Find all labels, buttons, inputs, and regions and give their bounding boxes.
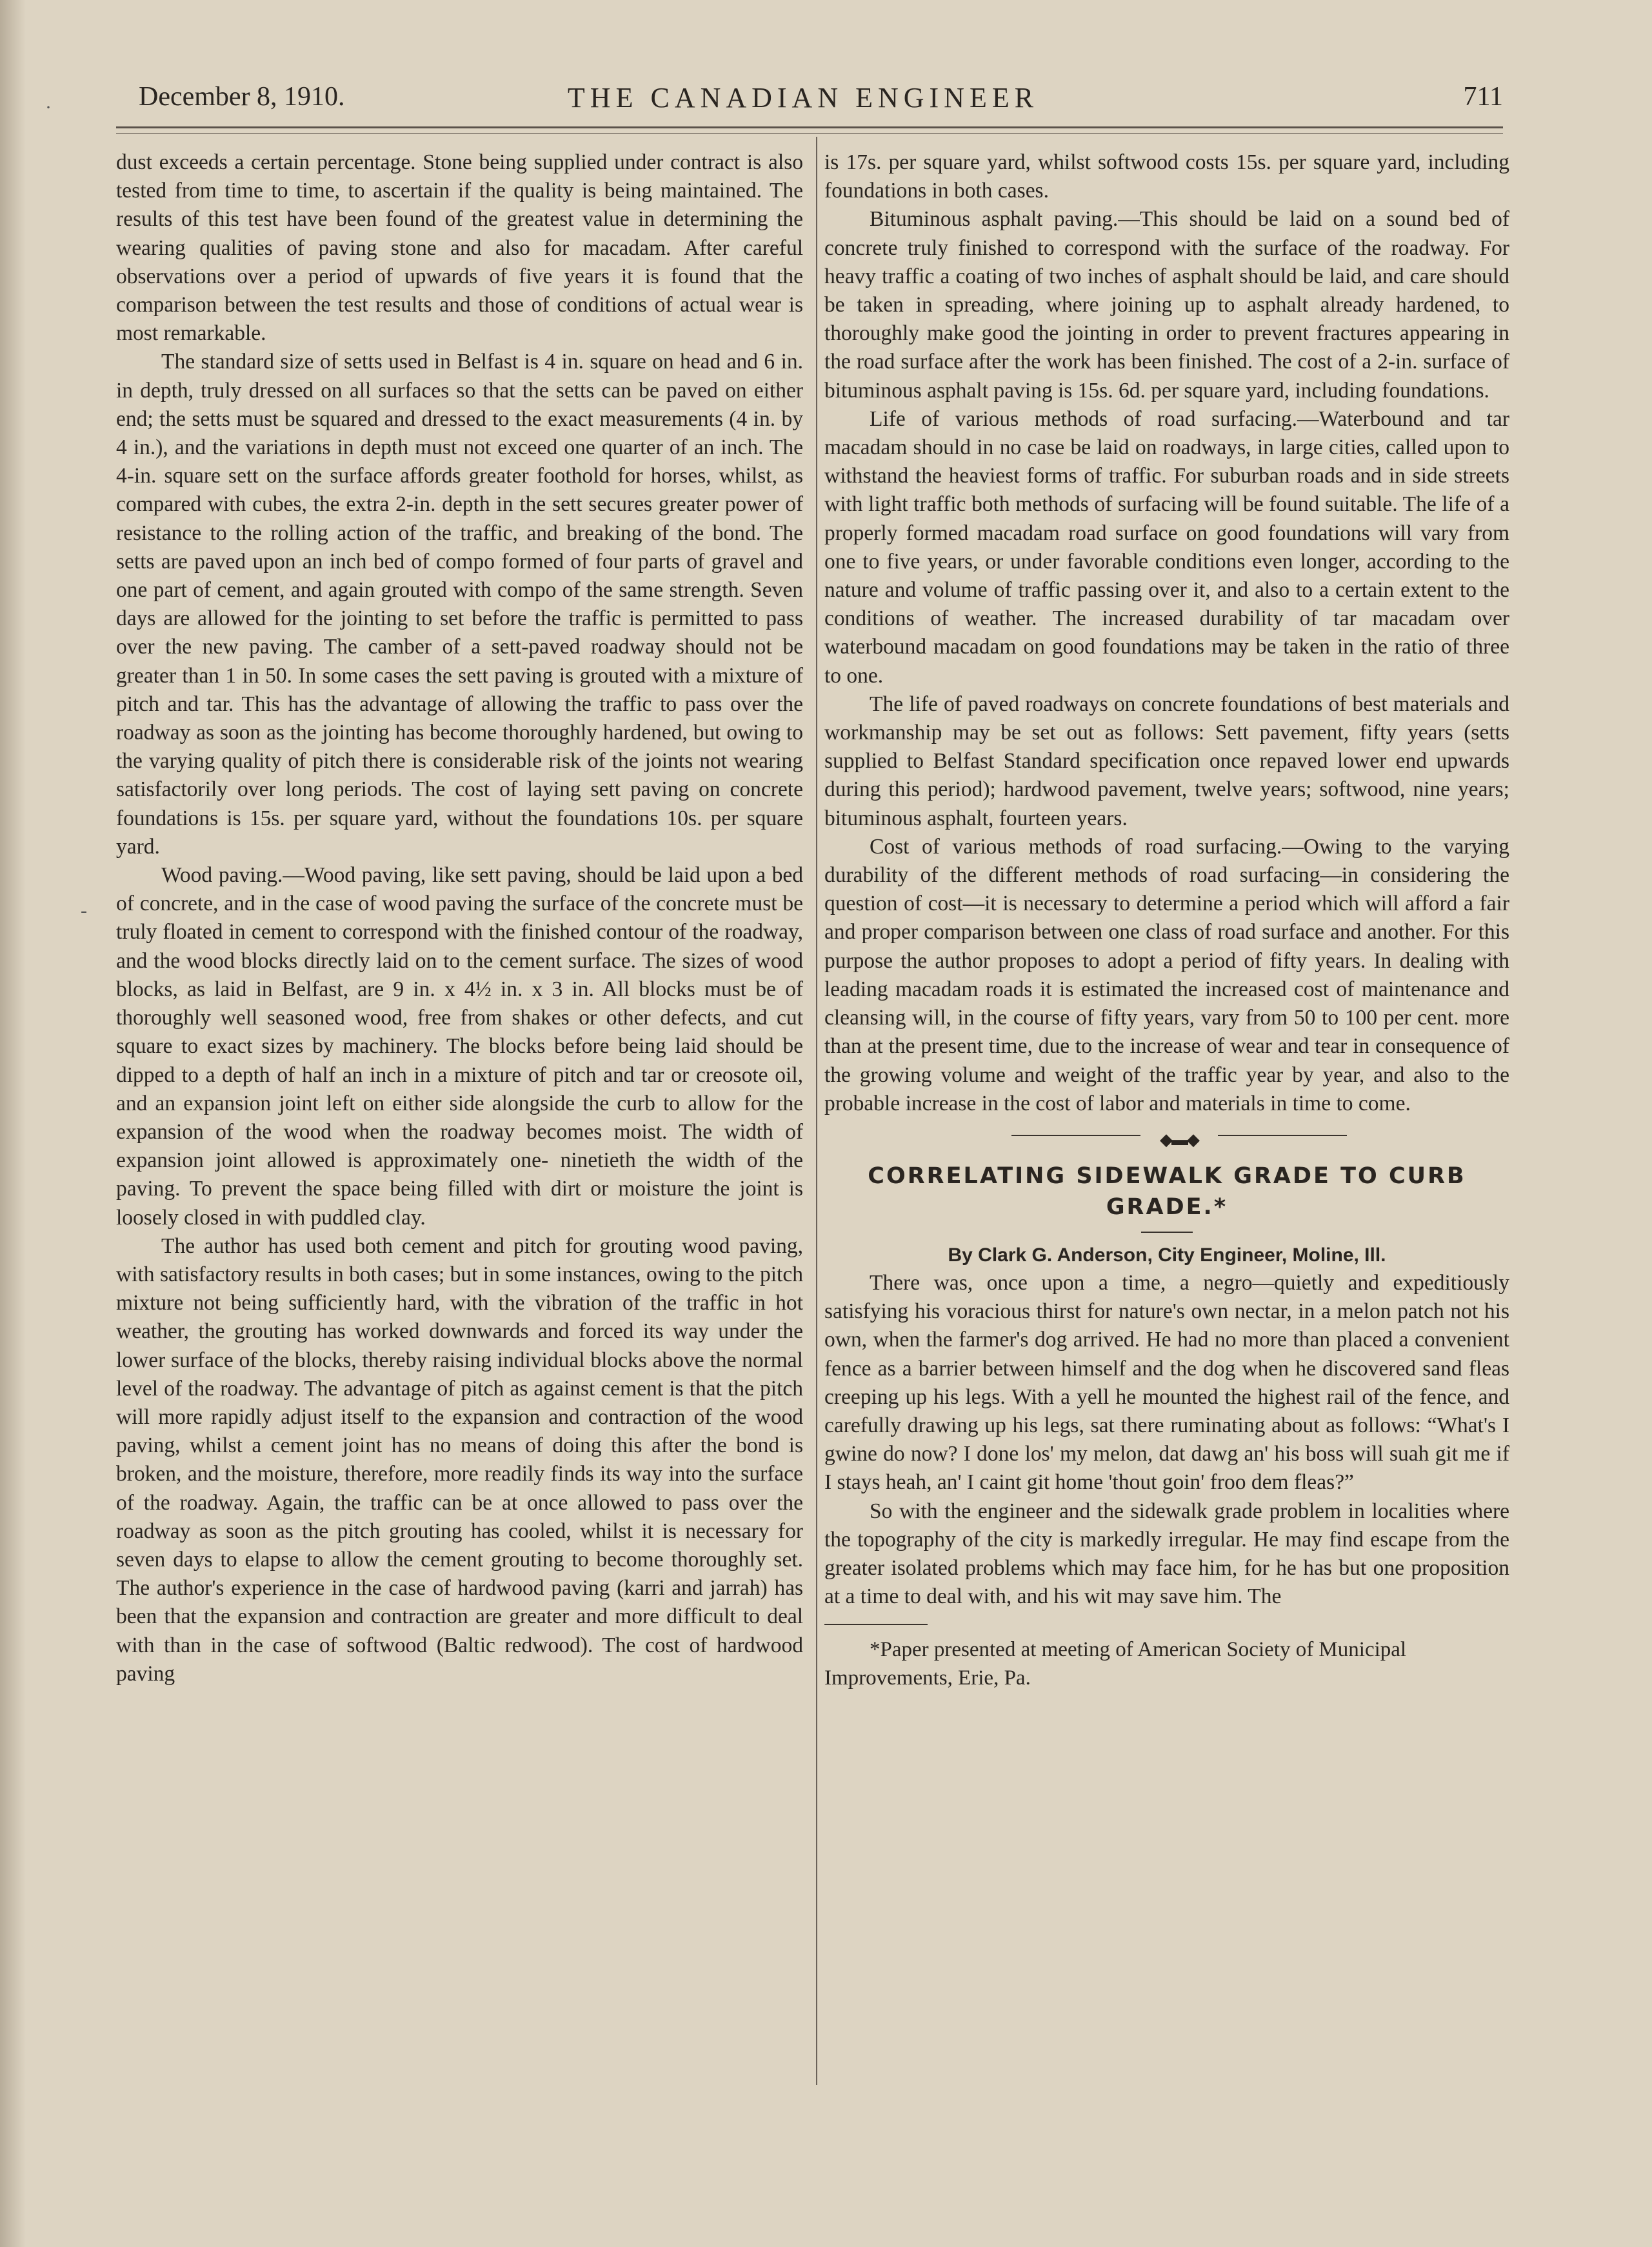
footnote: *Paper presented at meeting of American Society of Municipal Improvements, Erie, Pa. [824,1638,1407,1690]
page-edge-shadow [0,0,26,2247]
paragraph: Cost of various methods of road surfacing.—Owing to the varying durability of the different methods of road surfacing—in considering the question of cost—it is necessary to determine a period which will afford a fair and proper comparison between one class of road surface and another. For this purpose the author proposes to adopt a period of fifty years. In dealing with leading macadam roads it is estimated the increased cost of maintenance and cleansing will, in the course of fifty years, vary from 50 to 100 per cent. more than at the present time, due to the increase of wear and tear in consequence of the growing volume and weight of the traffic year by year, and also to the probable increase in the cost of labor and materials in time to come. [824,834,1509,1115]
right-column [824,148,1509,1692]
paragraph: Bituminous asphalt paving.—This should be laid on a sound bed of concrete truly finished to correspond with the surface of the roadway. For heavy traffic a coating of two inches of asphalt should be laid, and care should be taken in spreading, where joining up to asphalt already hardened, to thoroughly make good the jointing in order to prevent fractures appearing in the road surface after the work has been finished. The cost of a 2-in. surface of bituminous asphalt paving is 15s. 6d. per square yard, including foundations. [824,207,1509,403]
title-rule [1141,1232,1193,1233]
footnote-rule [824,1624,928,1625]
paragraph: The author has used both cement and pitch for grouting wood paving, with satisfactory results in both cases; but in some instances, owing to the pitch mixture not being sufficiently hard, with the vibration of the traffic in hot weather, the grouting has worked downwards and forced its way under the lower surface of the blocks, thereby raising individual blocks above the normal level of the roadway. The advantage of pitch as against cement is that the pitch will more rapidly adjust itself to the expansion and contraction of the wood paving, whilst a cement joint has no means of doing this after the bond is broken, and the moisture, therefore, more readily finds its way into the surface of the roadway. Again, the traffic can be at once allowed to pass over the roadway as soon as the pitch grouting has cooled, whilst it is necessary for seven days to elapse to allow the cement grouting to become thoroughly set. The author's experience in the case of hardwood paving (karri and jarrah) has been that the expansion and contraction are greater and more difficult to deal with than in the case of softwood (Baltic redwood). The cost of hardwood paving [116,1233,803,1686]
article-byline: By Clark G. Anderson, City Engineer, Moline, Ill. [948,1244,1386,1266]
paragraph: The life of paved roadways on concrete foundations of best materials and workmanship may be set out as follows: Sett pavement, fifty years (setts supplied to Belfast Standard specification once repaved lower end upwards during this period); hardwood pavement, twelve years; softwood, nine years; bituminous asphalt, fourteen years. [824,692,1509,830]
ornament-glyph: ◆▬◆ [1160,1130,1199,1149]
journal-title: THE CANADIAN ENGINEER [567,82,1039,114]
article-title: CORRELATING SIDEWALK GRADE TO CURB GRADE.* [868,1163,1466,1220]
section-ornament [824,1123,1509,1149]
paragraph: The standard size of setts used in Belfast is 4 in. square on head and 6 in. in depth, truly dressed on all surfaces so that the setts can be paved on either end; the setts must be squared and dressed to the exact measurements (4 in. by 4 in.), and the variations in depth must not exceed one quarter of an inch. The 4-in. square sett on the surface affords greater foothold for horses, whilst, as compared with cubes, the extra 2-in. depth in the sett secures greater power of resistance to the rolling action of the traffic, and breaking of the bond. The setts are paved upon an inch bed of compo formed of four parts of gravel and one part of cement, and again grouted with compo of the same strength. Seven days are allowed for the jointing to set before the traffic is permitted to pass over the new paving. The camber of a sett-paved roadway should not be greater than 1 in 50. In some cases the sett paving is grouted with a mixture of pitch and tar. This has the advantage of allowing the traffic to pass over the roadway as soon as the jointing has become thoroughly hardened, but owing to the varying quality of pitch there is considerable risk of the joints not wearing satisfactorily over long periods. The cost of laying sett paving on concrete foundations is 15s. per square yard, without the foundations 10s. per square yard. [116,350,803,859]
paragraph: So with the engineer and the sidewalk grade problem in localities where the topography of the city is markedly irregular. He may find escape from the greater isolated problems which may face him, for he has but one proposition at a time to deal with, and his wit may save him. The [824,1499,1509,1609]
ornament-line-right [1218,1135,1347,1136]
margin-dash: - [81,900,87,921]
header-date: December 8, 1910. [139,82,345,112]
paragraph: is 17s. per square yard, whilst softwood costs 15s. per square yard, including foundations in both cases. [824,150,1509,203]
paragraph: Life of various methods of road surfacing.—Waterbound and tar macadam should in no case be laid on roadways, in large cities, called upon to withstand the heaviest forms of traffic. For suburban roads and in side streets with light traffic both methods of surfacing will be found suitable. The life of a properly formed macadam road surface on good foundations will vary from one to five years, or under favorable conditions even longer, according to the nature and volume of traffic passing over it, and also to a certain extent to the conditions of weather. The increased durability of tar macadam over waterbound macadam on good foundations may be taken in the ratio of three to one. [824,406,1509,688]
margin-dot: · [45,97,52,118]
page-number: 711 [1463,82,1503,112]
running-header [97,81,1509,120]
ornament-line-left [1011,1135,1140,1136]
column-divider [816,137,817,2085]
paragraph: Wood paving.—Wood paving, like sett paving, should be laid upon a bed of concrete, and in the case of wood paving the surface of the concrete must be truly floated in cement to correspond with the finished contour of the roadway, and the wood blocks directly laid on to the cement surface. The sizes of wood blocks, as laid in Belfast, are 9 in. x 4½ in. x 3 in. All blocks must be of thoroughly well seasoned wood, free from shakes or other defects, and cut square to exact sizes by machinery. The blocks before being laid should be dipped to a depth of half an inch in a mixture of pitch and tar or creosote oil, and an expansion joint left on either side alongside the curb to allow for the expansion of the wood when the roadway becomes moist. The width of expansion joint allowed is approximately one- ninetieth the width of the paving. To prevent the space being filled with dirt or moisture the joint is loosely closed in with puddled clay. [116,863,803,1230]
paragraph: dust exceeds a certain percentage. Stone being supplied under contract is also tested from time to time, to ascertain if the quality is being maintained. The results of this test have been found of the greatest value in determining the wearing qualities of paving stone and also for macadam. After careful observations over a period of upwards of five years it is found that the comparison between the test results and those of conditions of actual wear is most remarkable. [116,150,803,346]
header-rule [116,126,1503,128]
header-rule-thin [116,133,1503,134]
paragraph: There was, once upon a time, a negro—quietly and expeditiously satisfying his voracious thirst for nature's own nectar, in a melon patch not his own, when the farmer's dog arrived. He had no more than placed a convenient fence as a barrier between himself and the dog when he discovered sand fleas creeping up his legs. With a yell he mounted the highest rail of the fence, and carefully drawing up his legs, sat there ruminating about as follows: “What's I gwine do now? I done los' my melon, dat dawg an' his boss will suah git me if I stays heah, an' I caint git home 'thout goin' froo dem fleas?” [824,1270,1509,1495]
left-column [116,148,803,1688]
